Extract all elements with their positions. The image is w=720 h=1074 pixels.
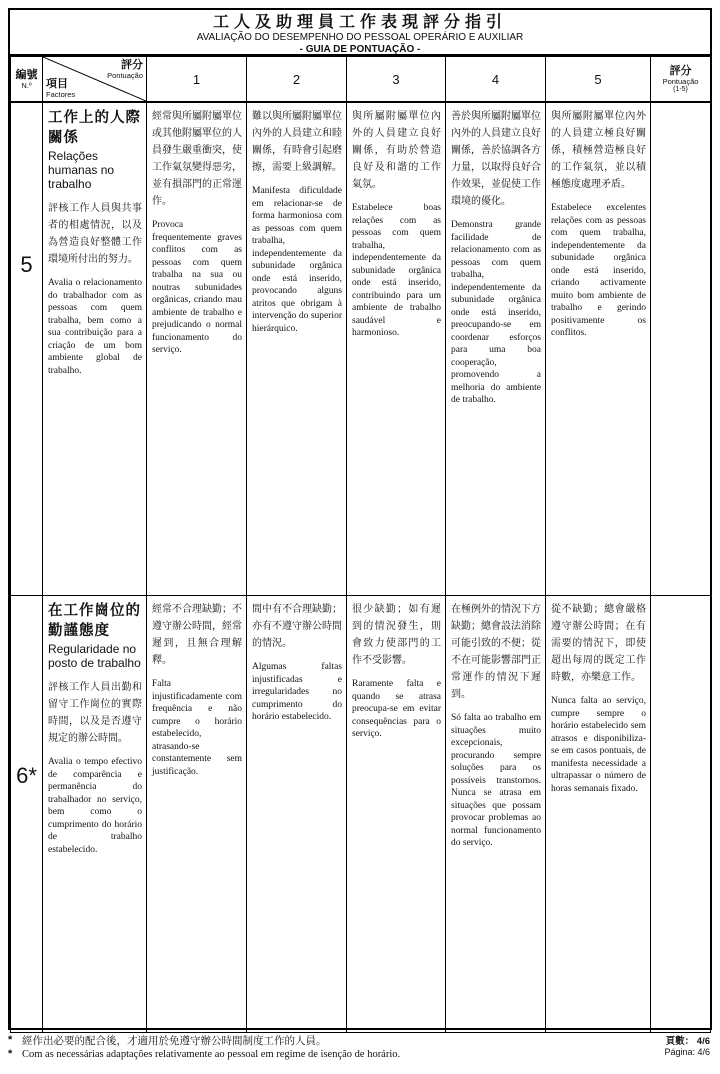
level-1-zh: 經常與所屬附屬單位或其他附屬單位的人員發生嚴重衝突，使工作氣氛變得惡劣，並有損部門的正常運作。 [152, 111, 242, 207]
header-level-4: 4 [446, 57, 546, 103]
factor-number: 6* [16, 763, 37, 788]
page-number-zh: 頁數： 4/6 [665, 1036, 710, 1047]
level-3-zh: 與所屬附屬單位內外的人員建立良好關係，有助於營造良好及和諧的工作氣氛。 [352, 111, 441, 190]
factor-desc-pt: Avalia o tempo efectivo de comparência e permanência do trabalhador no serviço, bem como o cumprimento do horário de trabalho estabelecido. [48, 757, 142, 855]
table-row-factor-5 [11, 102, 711, 596]
level-3-pt: Estabelece boas relações com as pessoas com quem trabalha, independentemente da subunidade orgânica onde está inserido, contribuindo para um ambiente de trabalho saudável e harmonioso. [352, 203, 441, 338]
factor-title-pt: Relações humanas no trabalho [48, 149, 115, 191]
level-4-pt: Demonstra grande facilidade de relacionamento com as pessoas com quem trabalha, independentemente da subunidade orgânica onde está inserido, preocupando-se em coordenar esforços para uma boa cooperação, promovendo a melhoria do ambiente de trabalho. [451, 220, 541, 405]
level-1-cell [147, 102, 247, 596]
level-3-cell [347, 102, 446, 596]
level-5-pt: Estabelece excelentes relações com as pessoas com quem trabalha, independentemente da subunidade orgânica onde está inserido, criando activamente muito bom ambiente de trabalho e gerindo positivamente os conflitos. [551, 203, 646, 338]
factor-number-cell [11, 596, 43, 1033]
document-header [10, 10, 710, 56]
header-factor-score-cell [43, 57, 147, 103]
level-3-zh: 很少缺勤；如有遲到的情況發生，則會致力使部門的工作不受影響。 [352, 604, 441, 666]
footnote-marker: * [8, 1034, 13, 1046]
document-frame [8, 8, 712, 1030]
title-portuguese: AVALIAÇÃO DO DESEMPENHO DO PESSOAL OPERÁRIO E AUXILIAR [196, 32, 524, 43]
header-factor-pt: Factores [46, 90, 76, 99]
table-header-row [11, 57, 711, 103]
header-number-pt: N.º [21, 80, 32, 90]
table-row-factor-6 [11, 596, 711, 1033]
factor-number-cell [11, 102, 43, 596]
header-result-zh: 評分 [669, 64, 692, 77]
level-5-pt: Nunca falta ao serviço, cumpre sempre o horário estabelecido sem atrasos e disponibiliza-se em casos pontuais, de manifesta necessidade a ultrapassar o número de horas semanais fixado. [551, 696, 646, 794]
level-4-zh: 在極例外的情況下方缺勤；總會設法消除可能引致的不便；從不在可能影響部門正常運作的情況下遲到。 [451, 604, 541, 700]
footnote-pt [8, 1048, 712, 1062]
header-score-zh: 評分 [121, 59, 143, 71]
factor-desc-pt: Avalia o relacionamento do trabalhador com as pessoas com quem trabalha, bem como a sua contribuição para a criação de um bom ambiente global de trabalho. [48, 278, 142, 376]
factor-number: 5 [20, 252, 33, 277]
footnote-text-zh: 經作出必要的配合後，才適用於免遵守辦公時間制度工作的人員。 [22, 1035, 327, 1047]
level-3-cell [347, 596, 446, 1033]
header-level-3: 3 [347, 57, 446, 103]
level-4-pt: Só falta ao trabalho em situações muito excepcionais, procurando sempre soluções para os possíveis transtornos. Nunca se atrasa em situações que possam provocar problemas ao normal funcionamento do serviço. [451, 713, 541, 848]
level-4-zh: 善於與所屬附屬單位內外的人員建立良好關係，善於協調各方力量，以取得良好合作效果，並促使工作環境的優化。 [451, 111, 541, 207]
level-5-zh: 與所屬附屬單位內外的人員建立極良好關係，積極營造極良好的工作氣氛，並以積極態度處理矛盾。 [551, 111, 646, 190]
factor-title-zh: 工作上的人際關係 [48, 110, 141, 146]
level-2-pt: Manifesta dificuldade em relacionar-se de forma harmoniosa com as pessoas com quem trabalha, independentemente da subunidade orgânica onde está inserido, provocando alguns atritos que obrigam à intervenção do superior hierárquico. [252, 186, 342, 334]
header-result-pt: Pontuação [662, 76, 699, 86]
factor-desc-zh: 評核工作人員出勤和留守工作崗位的實際時間，以及是否遵守規定的辦公時間。 [48, 682, 142, 744]
level-2-pt: Algumas faltas injustificadas e irregularidades no cumprimento do horário estabelecido. [252, 662, 342, 722]
score-entry-cell [651, 596, 711, 1033]
level-1-pt: Falta injustificadamente com frequência e não cumpre o horário estabelecido, atrasando-se constantemente sem justificação. [152, 679, 242, 777]
factor-title-pt: Regularidade no posto de trabalho [48, 642, 141, 670]
level-1-cell [147, 596, 247, 1033]
level-2-cell [247, 596, 347, 1033]
factor-description-cell [43, 596, 147, 1033]
header-score-pt: Pontuação [107, 71, 143, 80]
scoring-guide-table [10, 56, 711, 1033]
title-chinese: 工人及助理員工作表現評分指引 [212, 14, 507, 31]
level-5-cell [546, 102, 651, 596]
page-number [664, 1036, 710, 1058]
header-result-range: (1-5) [673, 85, 688, 93]
factor-desc-zh: 評核工作人員與共事者的相處情況，以及為營造良好整體工作環境所付出的努力。 [48, 203, 142, 265]
footnotes [8, 1034, 712, 1062]
title-subtitle: - GUIA DE PONTUAÇÃO - [299, 44, 421, 55]
level-3-pt: Raramente falta e quando se atrasa preocupa-se em evitar consequências para o serviço. [352, 679, 441, 739]
factor-description-cell [43, 102, 147, 596]
page-number-pt: Página: 4/6 [664, 1047, 710, 1057]
level-2-zh: 間中有不合理缺勤；亦有不遵守辦公時間的情況。 [252, 604, 342, 649]
score-entry-cell [651, 102, 711, 596]
footnote-marker: * [8, 1048, 13, 1060]
level-5-zh: 從不缺勤；總會嚴格遵守辦公時間；在有需要的情況下，即使超出每周的既定工作時數，亦樂意工作。 [551, 604, 646, 683]
level-1-pt: Provoca frequentemente graves conflitos com as pessoas com quem trabalha na sua ou noutras subunidades orgânicas, criando mau ambiente de trabalho e prejudicando o normal funcionamento do serviço. [152, 220, 242, 355]
header-number-zh: 編號 [15, 68, 38, 81]
footnote-zh [8, 1034, 712, 1048]
level-1-zh: 經常不合理缺勤；不遵守辦公時間，經常遲到，且無合理解釋。 [152, 604, 242, 666]
level-5-cell [546, 596, 651, 1033]
footnote-text-pt: Com as necessárias adaptações relativamente ao pessoal em regime de isenção de horário. [22, 1049, 401, 1060]
header-level-5: 5 [546, 57, 651, 103]
header-level-2: 2 [247, 57, 347, 103]
level-4-cell [446, 596, 546, 1033]
header-number-cell [11, 57, 43, 103]
header-level-1: 1 [147, 57, 247, 103]
header-factor-zh: 項目 [46, 78, 68, 90]
factor-title-zh: 在工作崗位的勤謹態度 [48, 603, 141, 639]
level-2-cell [247, 102, 347, 596]
level-4-cell [446, 102, 546, 596]
level-2-zh: 難以與所屬附屬單位內外的人員建立和睦關係，有時會引起磨擦，需要上級調解。 [252, 111, 342, 173]
header-result-cell [651, 57, 711, 103]
